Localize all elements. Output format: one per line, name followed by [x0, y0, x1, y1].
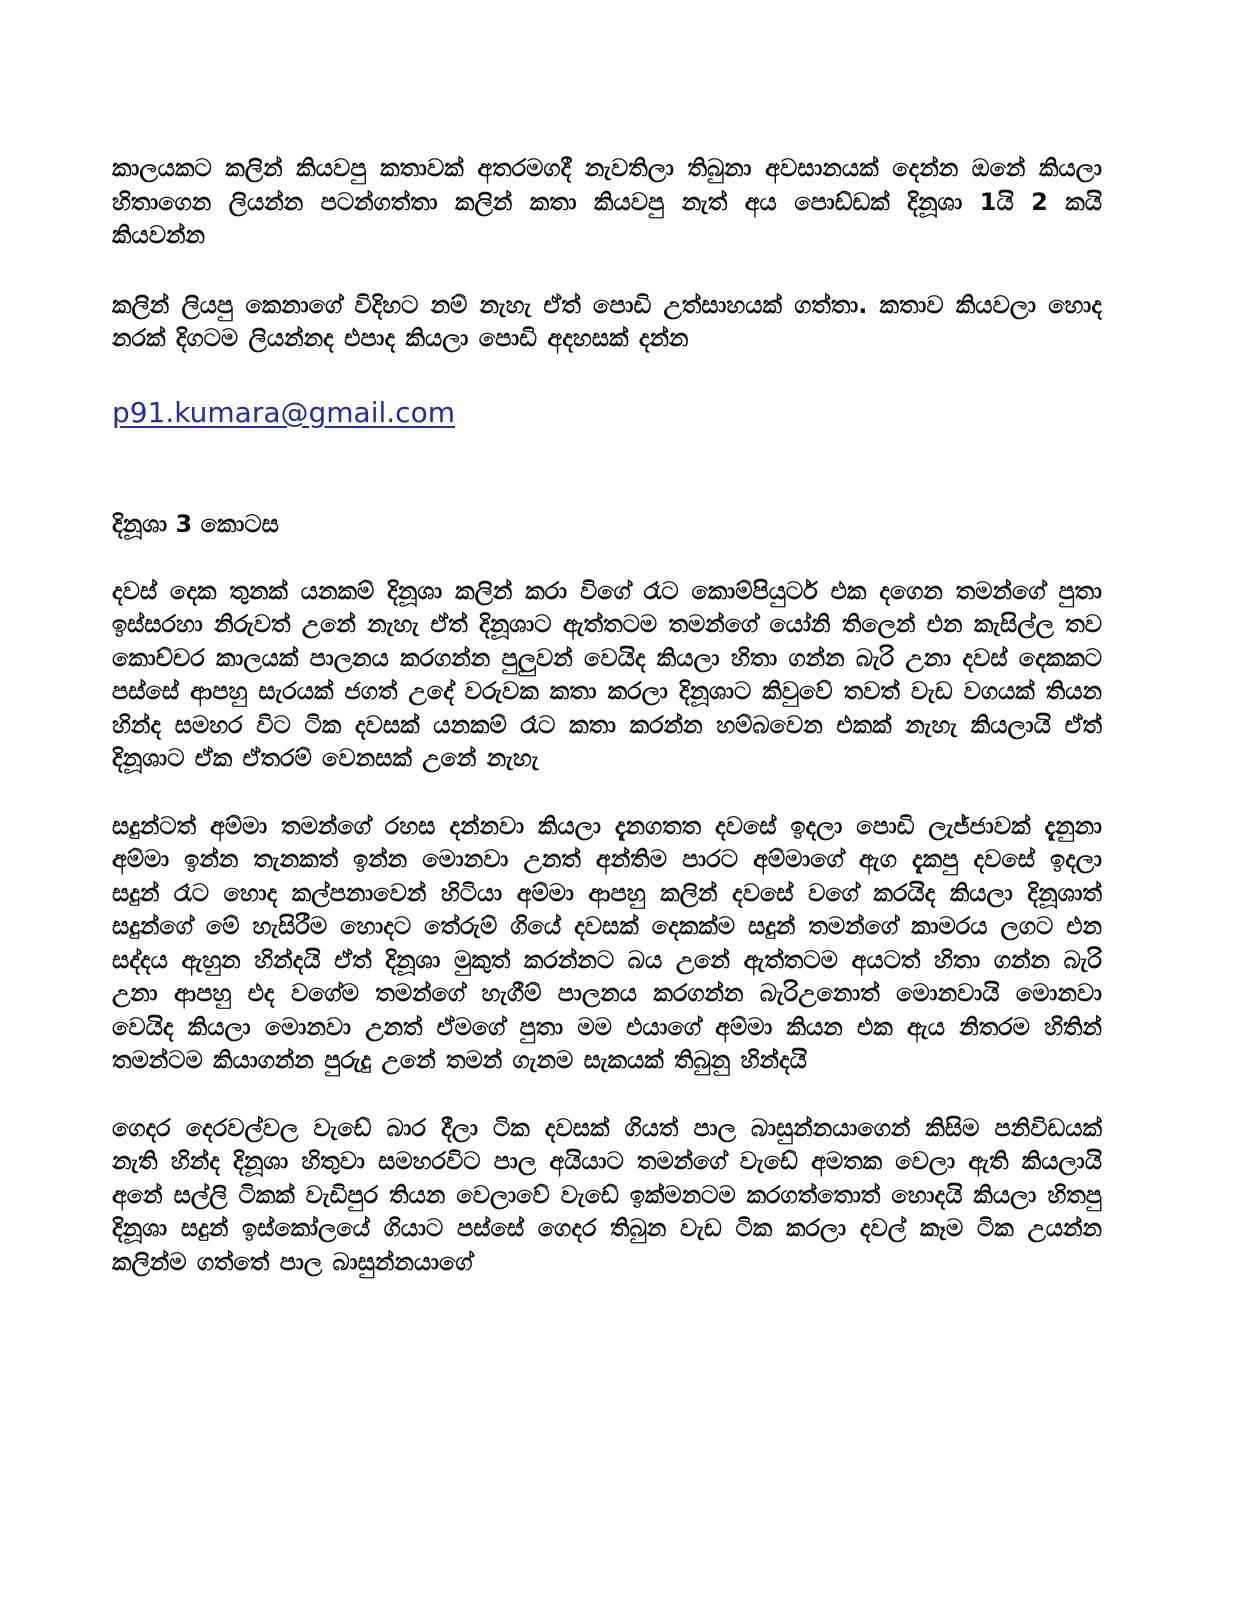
email-line — [112, 396, 1102, 436]
intro-paragraph-1: කාලයකට කලින් කියවපු කතාවක් අතරමගදී නැවතිලා තිබුනා අවසානයක් දෙන්න ඔනේ කියලා හිතාගෙන ලියන්න පටන්ගත්තා කලින් කතා කියවපු නැත් අය පොඩ්ඩක් දිනූශා 1යි 2 කයි කියවන්න — [112, 154, 1102, 249]
intro-paragraph-2: කලින් ලියපු කෙනාගේ විදිහට නම් නැහැ ඒත් පොඩි උත්සාහයක් ගත්තා. කතාව කියවලා හොද නරක් දිගටම ලියන්නද එපාද කියලා පොඩි අදහසක් දන්න — [112, 290, 1102, 352]
body-paragraph-3: ගෙදර දෙරවල්වල වැඩේ බාර දීලා ටික දවසක් ගියත් පාල බාසුන්නයාගෙන් කිසිම පනිවිඩයක් නැති හින්ද දිනූශා හිතුවා සමහරවිට පාල අයියාට තමන්ගේ වැඩේ අමතක වෙලා ඇති කියලායි අනේ සල්ලි ටිකක් වැඩිපුර තියන වෙලාවේ වැඩේ ඉක්මනටම කරගත්තොත් හොදයි කියලා හිතපු දිනූශා සදුන් ඉස්කෝලයේ ගියාට පස්සේ ගෙදර තිබුන වැඩ ටික කරලා දවල් කෑම ටික උයන්න කලින්ම ගත්තේ පාල බාසුන්නයාගේ — [112, 1113, 1102, 1276]
body-paragraph-2: සදුන්ටත් අම්මා තමන්ගේ රහස දන්නවා කියලා දැනගතත දවසේ ඉදලා පොඩි ලැජ්ජාවක් දැනුනා අම්මා ඉන්න තැනකත් ඉන්න මොනවා උනත් අන්තිම පාරට අම්මාගේ ඇග දැකපු දවසේ ඉදලා සදුන් රෑට හොද කල්පනාවෙන් හිටියා අම්මා ආපහු කලින් දවසේ වගේ කරයිද කියලා දිනූශාත් සදුන්ගේ මේ හැසිරීම හොදට තේරුම් ගියේ දවසක් දෙකක්ම සදුන් තමන්ගේ කාමරය ලගට එන සද්දය ඇහුන හින්දයි ඒත් දිනූශා මුකුත් කරන්නට බය උනේ ඇත්තටම අයටත් හිතා ගන්න බැරි උනා ආපහු එද වගේම තමන්ගේ හැගීම් පාලනය කරගන්න බැරිඋනොත් මොනවායි මොනවා වෙයිද කියලා මොනවා උනත් ඒමගේ පුතා මම එයාගේ අම්මා කියන එක ඇය නිතරම හිතින් තමන්ටම කියාගන්න පුරුදු උනේ තමන් ගැනම සැකයක් තිබුනු හින්දයි — [112, 811, 1102, 1074]
body-paragraph-1: දවස් දෙක තුනක් යනකම් දිනූශා කලින් කරා විගේ රෑට කොම්පියුටර් එක දගෙන තමන්ගේ පුතා ඉස්සරහා නිරුවත් උනේ නැහැ ඒත් දිනූශාට ඇත්තටම තමන්ගේ යෝනි තිලෙන් එන කැසිල්ල තව කොච්චර කාලයක් පාලනය කරගන්න පුලුවන් වෙයිද කියලා හිතා ගන්න බැරි උනා දවස් දෙකකට පස්සේ ආපහු සැරයක් ජගත් උදේ වරුවක කතා කරලා දිනූශාට කිවුවේ තවත් වැඩ වගයක් තියන හින්ද සමහර විට ටික දවසක් යනකම් රෑට කතා කරන්න හම්බවෙන එකක් නැහැ කියලායි ඒත් දිනූශාට ඒක ඒතරම් වෙනසක් උනේ නැහැ — [112, 576, 1102, 772]
section-heading: දිනූශා 3 කොටස — [112, 509, 279, 538]
email-link[interactable]: p91.kumara@gmail.com — [112, 395, 455, 429]
document-page — [112, 152, 1102, 1313]
